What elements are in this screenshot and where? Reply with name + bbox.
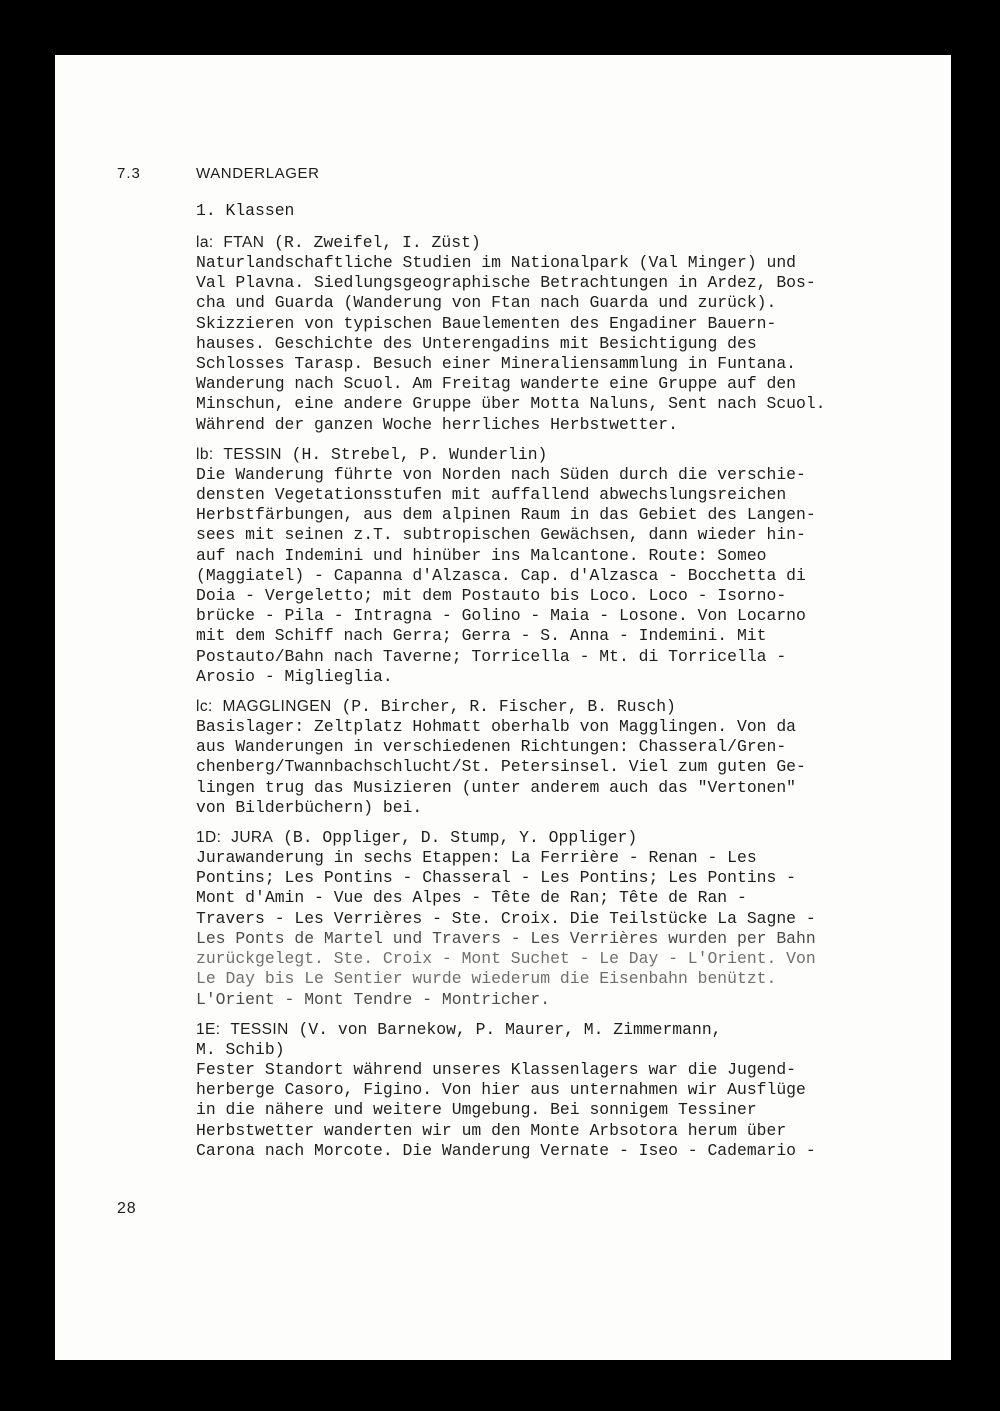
text-line: aus Wanderungen in verschiedenen Richtungen: Chasseral/Gren- (196, 737, 787, 757)
text-line: Travers - Les Verrières - Ste. Croix. Die Teilstücke La Sagne - (196, 908, 816, 928)
text-line: Schlosses Tarasp. Besuch einer Mineraliensammlung in Funtana. (196, 354, 796, 374)
page-number: 28 (117, 1200, 137, 1217)
text-line: densten Vegetationsstufen mit auffallend abwechslungsreichen (196, 485, 787, 505)
text-line: Basislager: Zeltplatz Hohmatt oberhalb von Magglingen. Von da (196, 717, 796, 737)
entry-leaders: (P. Bircher, R. Fischer, B. Rusch) (331, 697, 676, 717)
entry-text (196, 848, 936, 1010)
entry-leaders: (R. Zweifel, I. Züst) (264, 233, 481, 252)
subheading: 1. Klassen (196, 201, 295, 220)
text-line: herberge Casoro, Figino. Von hier aus unternahmen wir Ausflüge (196, 1080, 806, 1100)
text-line: Postauto/Bahn nach Taverne; Torricella - Mt. di Torricella - (196, 646, 787, 666)
text-line: chenberg/Twannbachschlucht/St. Petersinsel. Viel zum guten Ge- (196, 757, 806, 777)
entry-1b (196, 445, 936, 687)
text-line: lingen trug das Musizieren (unter anderem auch das "Vertonen" (196, 777, 796, 797)
entry-leaders: (V. von Barnekow, P. Maurer, M. Zimmermann, (288, 1019, 722, 1039)
entry-code: 1D: (196, 829, 222, 847)
text-line: Val Plavna. Siedlungsgeographische Betrachtungen in Ardez, Bos- (196, 273, 816, 293)
entry-text (196, 717, 936, 818)
text-line: Jurawanderung in sechs Etappen: La Ferrière - Renan - Les (196, 848, 757, 868)
entry-1d (196, 828, 936, 1010)
entry-code: 1E: (196, 1020, 221, 1038)
text-line: Die Wanderung führte von Norden nach Süden durch die verschie- (196, 464, 806, 484)
text-line: Pontins; Les Pontins - Chasseral - Les Pontins; Les Pontins - (196, 868, 796, 888)
entry-place: MAGGLINGEN (222, 698, 332, 716)
document-page (55, 55, 951, 1360)
text-line: auf nach Indemini und hinüber ins Malcantone. Route: Someo (196, 545, 767, 565)
entry-heading (196, 1020, 936, 1040)
text-line: brücke - Pila - Intragna - Golino - Maia - Losone. Von Locarno (196, 606, 806, 626)
text-line: M. Schib) (196, 1039, 285, 1059)
text-line: in die nähere und weitere Umgebung. Bei sonnigem Tessiner (196, 1100, 757, 1120)
text-line: Arosio - Miglieglia. (196, 666, 393, 686)
entry-heading (196, 233, 936, 253)
text-line: von Bilderbüchern) bei. (196, 797, 423, 817)
entry-heading (196, 828, 936, 848)
entry-leaders: (B. Oppliger, D. Stump, Y. Oppliger) (273, 828, 638, 848)
entry-leaders: (H. Strebel, P. Wunderlin) (281, 444, 548, 464)
text-line: Herbstwetter wanderten wir um den Monte Arbsotora herum über (196, 1120, 787, 1140)
entry-place: TESSIN (223, 445, 282, 463)
entry-1e (196, 1020, 936, 1161)
entry-place: FTAN (223, 234, 265, 251)
text-line: hauses. Geschichte des Unterengadins mit Besichtigung des (196, 333, 757, 353)
text-line: Doia - Vergeletto; mit dem Postauto bis Loco. Loco - Isorno- (196, 586, 787, 606)
text-line: (Maggiatel) - Capanna d'Alzasca. Cap. d'Alzasca - Bocchetta di (196, 565, 806, 585)
text-line: sees mit seinen z.T. subtropischen Gewächsen, dann wieder hin- (196, 525, 806, 545)
entry-text (196, 465, 936, 687)
text-line: Skizzieren von typischen Bauelementen des Engadiner Bauern- (196, 313, 777, 333)
text-line: Naturlandschaftliche Studien im Nationalpark (Val Minger) und (196, 253, 796, 272)
text-line: Fester Standort während unseres Klassenlagers war die Jugend- (196, 1059, 796, 1079)
text-line: Minschun, eine andere Gruppe über Motta Naluns, Sent nach Scuol. (196, 394, 826, 414)
entry-code: lb: (196, 445, 214, 463)
text-line: zurückgelegt. Ste. Croix - Mont Suchet - Le Day - L'Orient. Von (196, 949, 816, 969)
entry-1c (196, 697, 936, 818)
entry-text (196, 1040, 936, 1161)
section-heading (55, 165, 951, 189)
entry-heading (196, 445, 936, 465)
entry-heading (196, 697, 936, 717)
body-text (196, 201, 936, 1171)
section-title: WANDERLAGER (196, 165, 320, 182)
text-line: Herbstfärbungen, aus dem alpinen Raum in das Gebiet des Langen- (196, 505, 816, 525)
entry-place: TESSIN (230, 1020, 289, 1038)
entry-1a (196, 233, 936, 435)
text-line: L'Orient - Mont Tendre - Montricher. (196, 989, 551, 1009)
entry-place: JURA (231, 829, 274, 847)
section-number: 7.3 (117, 165, 141, 182)
text-line: Mont d'Amin - Vue des Alpes - Tête de Ran; Tête de Ran - (196, 888, 747, 908)
text-line: mit dem Schiff nach Gerra; Gerra - S. Anna - Indemini. Mit (196, 626, 767, 646)
text-line: cha und Guarda (Wanderung von Ftan nach Guarda und zurück). (196, 293, 777, 313)
entry-code: la: (196, 234, 214, 251)
text-line: Wanderung nach Scuol. Am Freitag wanderte eine Gruppe auf den (196, 374, 796, 394)
text-line: Carona nach Morcote. Die Wanderung Vernate - Iseo - Cademario - (196, 1140, 816, 1160)
entry-text (196, 253, 936, 435)
text-line: Le Day bis Le Sentier wurde wiederum die Eisenbahn benützt. (196, 969, 777, 989)
text-line: Während der ganzen Woche herrliches Herbstwetter. (196, 414, 678, 434)
text-line: Les Ponts de Martel und Travers - Les Verrières wurden per Bahn (196, 928, 816, 948)
entry-code: lc: (196, 698, 213, 716)
